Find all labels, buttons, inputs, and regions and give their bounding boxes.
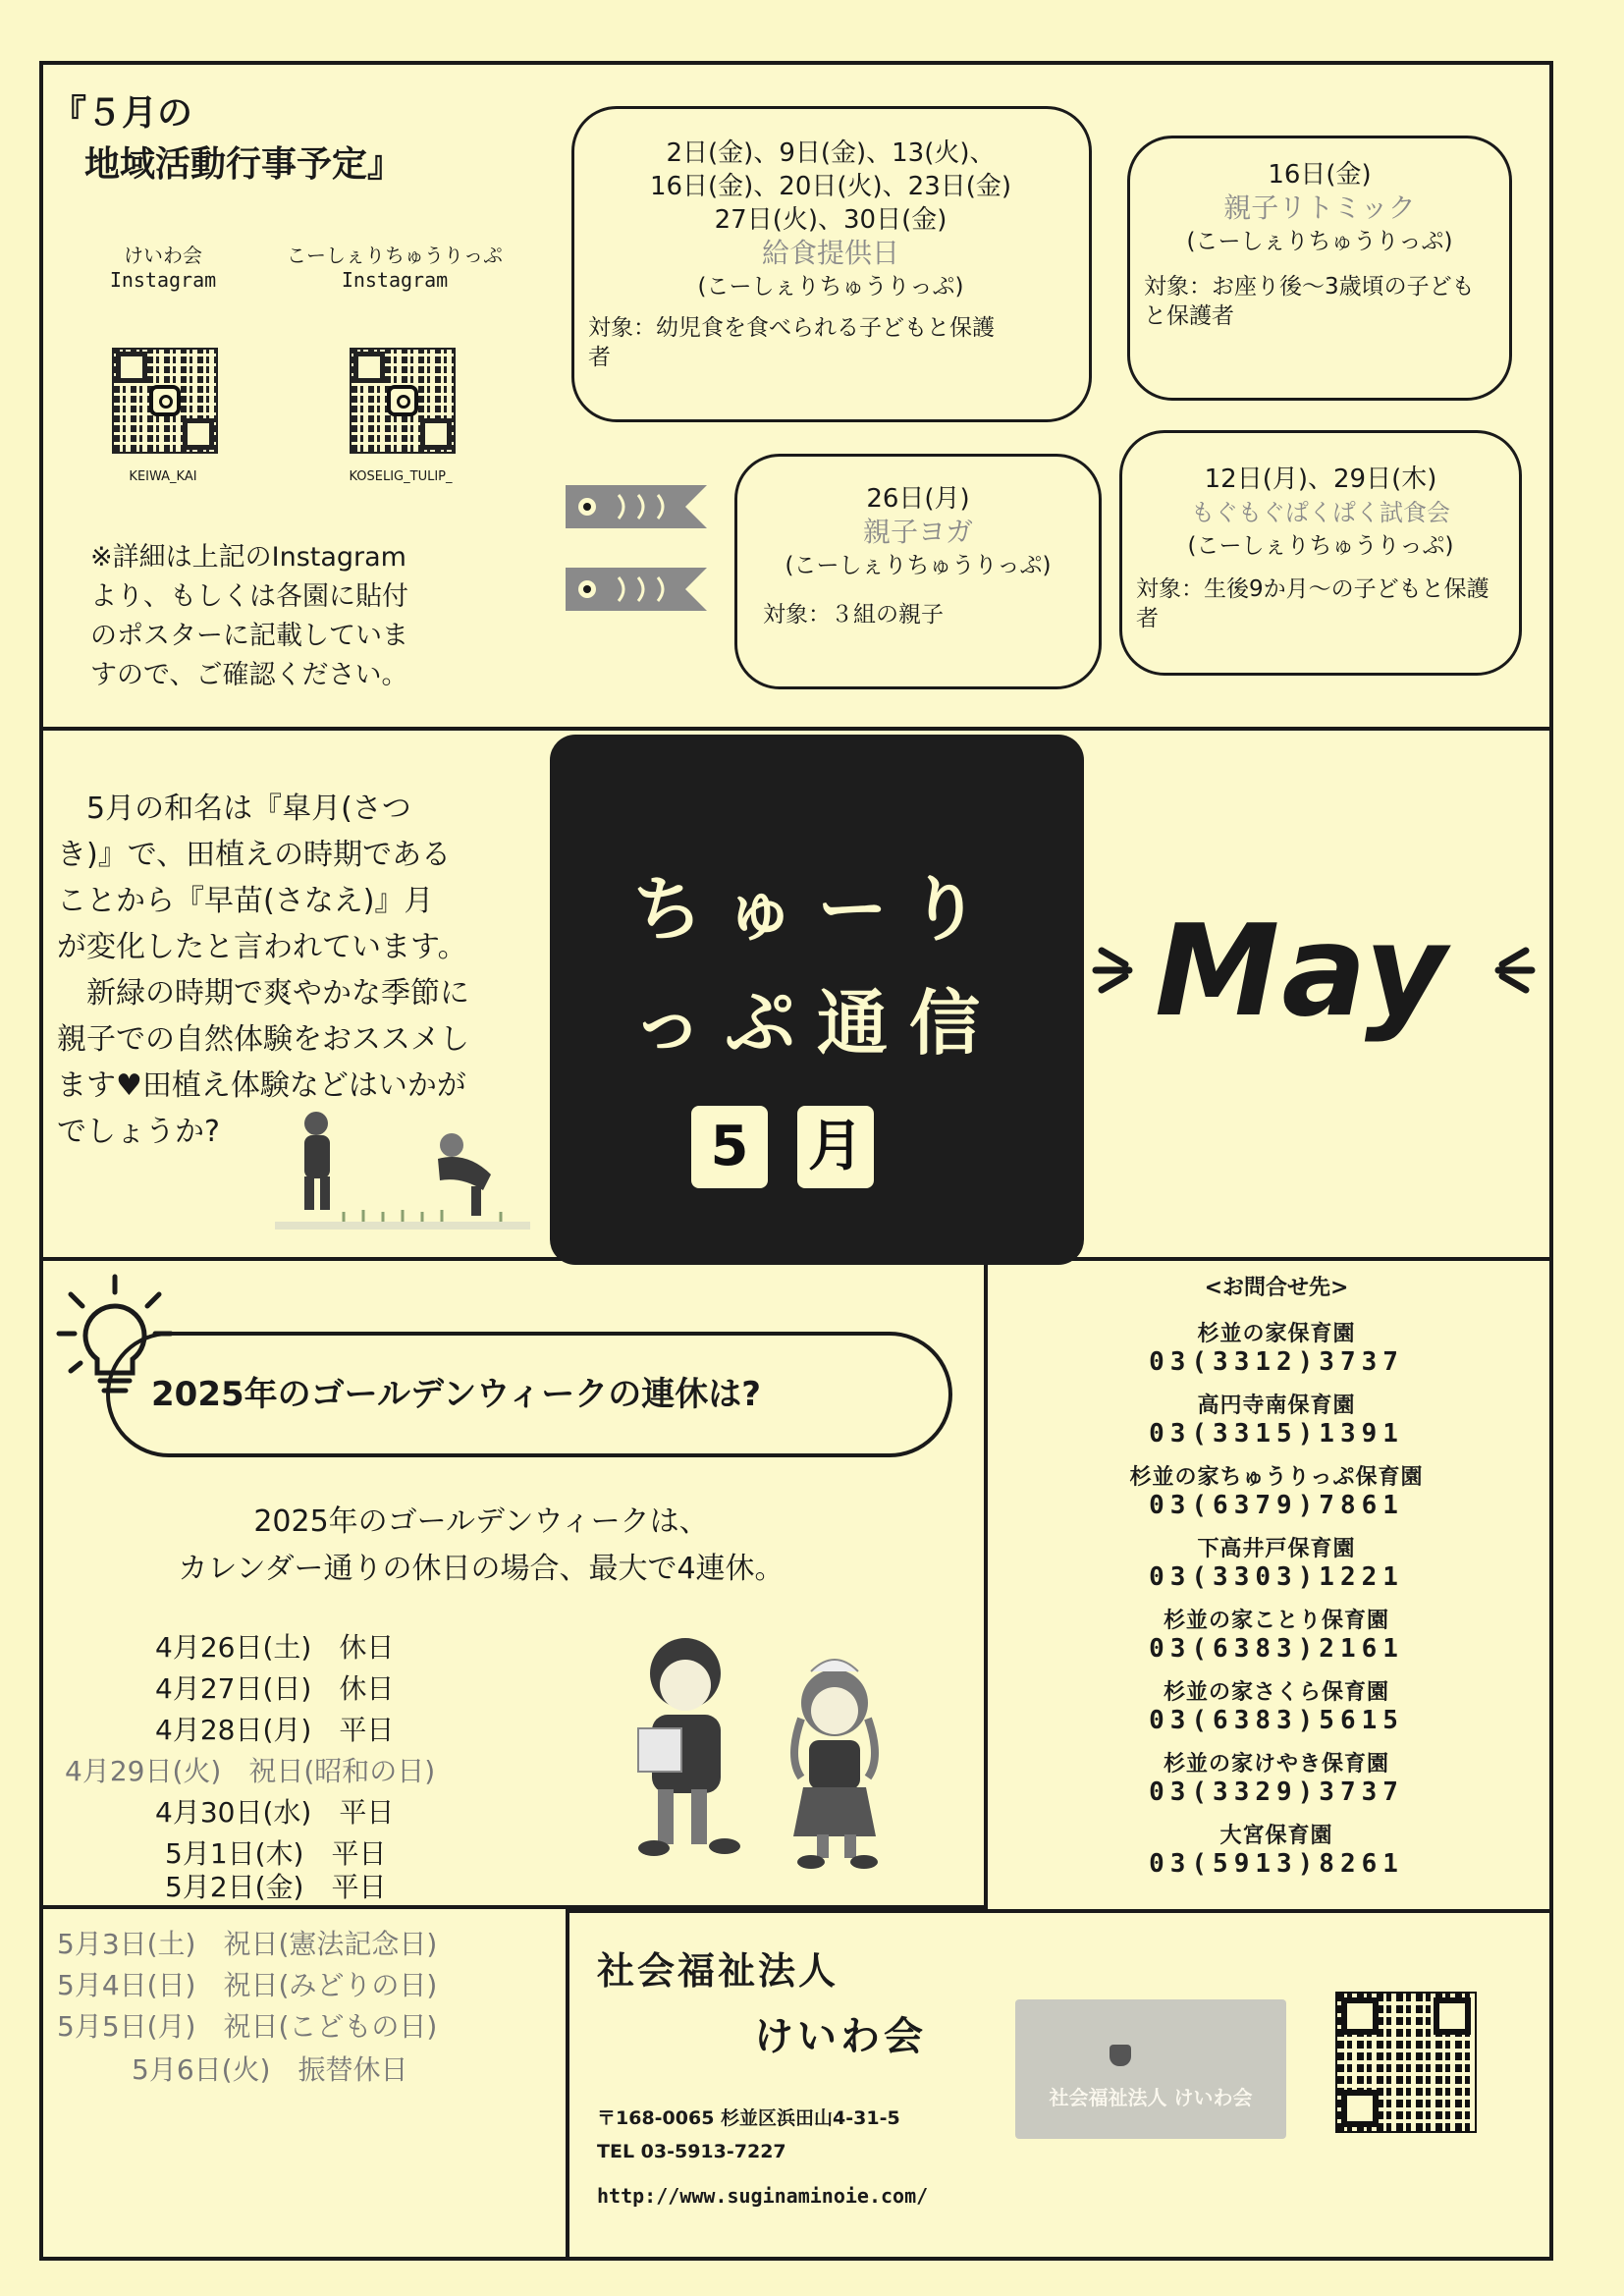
gw-day — [57, 1923, 437, 1962]
event-tasting — [1119, 430, 1522, 676]
farmer-icon — [304, 1112, 330, 1210]
event-rhythmic — [1127, 136, 1512, 401]
contact-item — [1021, 1532, 1532, 1604]
instagram-keiwa-sub: Instagram — [109, 268, 217, 292]
note-line: すので、ご確認ください。 — [90, 660, 408, 690]
instagram-icon — [387, 385, 418, 416]
contact-name: 大宮保育園 — [1219, 1824, 1333, 1848]
instagram-keiwa-qr[interactable] — [112, 348, 218, 454]
carp-icon — [566, 485, 707, 528]
contact-item — [1021, 1317, 1532, 1389]
contact-name: 杉並の家けやき保育園 — [1163, 1752, 1389, 1777]
satsuki-line: ことから『早苗(さなえ)』月 — [57, 884, 434, 918]
divider-events — [39, 727, 1553, 731]
events-title-line1: 『５月の — [51, 93, 193, 134]
farmer-icon — [438, 1133, 491, 1216]
gw-day — [155, 1626, 394, 1666]
divider-gw-bottom — [39, 1905, 988, 1909]
satsuki-line: 新緑の時期で爽やかな季節に — [86, 976, 469, 1011]
instagram-keiwa-label: けいわ会 — [124, 244, 202, 267]
event-venue: (こーしぇりちゅうりっぷ) — [785, 553, 1052, 578]
rice-planting-illustration — [275, 1106, 530, 1233]
instagram-koselig-label: こーしぇりちゅうりっぷ — [287, 244, 503, 267]
gw-day-type: 祝日(みどりの日) — [223, 1969, 438, 2001]
instagram-keiwa — [84, 240, 242, 292]
gw-day-type: 祝日(憲法記念日) — [223, 1928, 438, 1960]
event-lunch — [571, 106, 1092, 422]
divider-org-left — [566, 1909, 569, 2261]
gw-day-type: 休日 — [339, 1631, 395, 1664]
gw-day-date: 4月29日(火) — [65, 1755, 222, 1787]
instagram-keiwa-id: KEIWA_KAI — [129, 469, 197, 484]
gw-day-date: 5月1日(木) — [165, 1837, 304, 1870]
newsletter-title-line2: っぷ通信 — [631, 982, 1001, 1065]
gw-day — [132, 2049, 408, 2088]
gw-day — [57, 2005, 437, 2045]
satsuki-line: でしょうか? — [57, 1115, 220, 1149]
event-dates: 27日(火)、30日(金) — [714, 205, 947, 235]
events-title — [51, 88, 403, 191]
event-venue: (こーしぇりちゅうりっぷ) — [1186, 229, 1453, 254]
satsuki-line: 5月の和名は『皐月(さつ — [86, 792, 411, 826]
contacts-header: <お問合せ先> — [1204, 1276, 1349, 1300]
instagram-koselig-sub: Instagram — [341, 268, 449, 292]
event-target: 対象：生後9か月～の子どもと保護者 — [1136, 576, 1489, 631]
contact-tel[interactable]: 03(3315)1391 — [1149, 1419, 1404, 1449]
gw-day-date: 5月2日(金) — [165, 1871, 304, 1903]
org-type: 社会福祉法人 — [597, 1949, 839, 1993]
event-dates: 2日(金)、9日(金)、13(火)、 — [666, 138, 996, 168]
event-dates: 16日(金)、20日(火)、23日(金) — [649, 172, 1012, 201]
children-illustration — [609, 1620, 923, 1876]
contact-item — [1021, 1819, 1532, 1890]
contact-name: 杉並の家ちゅうりっぷ保育園 — [1129, 1465, 1424, 1490]
org-url[interactable]: http://www.suginaminoie.com/ — [597, 2184, 929, 2208]
month-digit-box: 5 — [691, 1106, 768, 1188]
event-yoga — [734, 454, 1102, 689]
month-char-box: 月 — [797, 1106, 874, 1188]
contact-tel[interactable]: 03(5913)8261 — [1149, 1849, 1404, 1879]
newsletter-title-box — [550, 735, 1084, 1265]
gw-intro-line1: 2025年のゴールデンウィークは、 — [253, 1504, 709, 1539]
events-title-line2: 地域活動行事予定』 — [84, 144, 404, 185]
gw-day — [57, 1964, 437, 2003]
contact-item — [1021, 1389, 1532, 1460]
org-name: けいわ会 — [754, 2014, 927, 2059]
instagram-koselig-qr[interactable] — [350, 348, 456, 454]
event-dates: 12日(月)、29日(木) — [1204, 465, 1437, 494]
gw-intro — [118, 1499, 844, 1593]
contact-tel[interactable]: 03(6379)7861 — [1149, 1491, 1404, 1520]
contact-name: 高円寺南保育園 — [1197, 1394, 1356, 1418]
contact-item — [1021, 1747, 1532, 1819]
gw-day-date: 5月3日(土) — [57, 1928, 196, 1960]
gw-day-type: 祝日(昭和の日) — [248, 1755, 436, 1787]
gw-day-date: 5月4日(日) — [57, 1969, 196, 2001]
satsuki-line: ます♥田植え体験などはいかが — [57, 1068, 466, 1103]
gw-day-type: 平日 — [339, 1796, 395, 1829]
contact-item — [1021, 1675, 1532, 1747]
newsletter-title-line1: ちゅーり — [631, 868, 1001, 951]
gw-day — [165, 1866, 387, 1905]
gw-day-date: 4月28日(月) — [155, 1714, 312, 1746]
event-dates: 16日(金) — [1268, 160, 1372, 190]
carp-icon — [566, 568, 707, 611]
gw-day — [65, 1750, 435, 1789]
tulip-icon — [1110, 2045, 1131, 2066]
contact-name: 杉並の家保育園 — [1197, 1322, 1356, 1346]
contact-name: 杉並の家さくら保育園 — [1163, 1680, 1389, 1705]
note-line: より、もしくは各園に貼付 — [90, 581, 408, 612]
contact-tel[interactable]: 03(3312)3737 — [1149, 1347, 1404, 1377]
may-sparkle-right — [1481, 943, 1540, 1002]
gw-day-type: 振替休日 — [298, 2053, 408, 2086]
note-line: ※詳細は上記のInstagram — [90, 542, 406, 573]
boy-icon — [638, 1638, 740, 1856]
instagram-note — [90, 538, 408, 695]
contact-tel[interactable]: 03(6383)5615 — [1149, 1706, 1404, 1735]
event-venue: (こーしぇりちゅうりっぷ) — [697, 274, 964, 300]
gw-day-date: 5月6日(火) — [132, 2053, 271, 2086]
gw-day — [155, 1791, 394, 1831]
gw-day-type: 祝日(こどもの日) — [223, 2010, 438, 2043]
org-tel[interactable]: TEL 03-5913-7227 — [597, 2141, 786, 2162]
gw-intro-line2: カレンダー通りの休日の場合、最大で4連休。 — [178, 1552, 785, 1586]
may-sparkle-left — [1088, 943, 1147, 1002]
satsuki-text — [57, 786, 538, 1155]
event-target: 対象：３組の親子 — [763, 602, 944, 628]
event-name: 親子リトミック — [1223, 191, 1416, 224]
contact-item — [1021, 1604, 1532, 1675]
event-name: 給食提供日 — [761, 237, 899, 269]
org-address: 〒168-0065 杉並区浜田山4-31-5 — [597, 2107, 900, 2129]
contact-tel[interactable]: 03(3329)3737 — [1149, 1777, 1404, 1807]
contact-item — [1021, 1460, 1532, 1532]
contact-name: 下高井戸保育園 — [1197, 1537, 1356, 1561]
event-target: 対象：お座り後～3歳頃の子どもと保護者 — [1144, 274, 1475, 329]
event-venue: (こーしぇりちゅうりっぷ) — [1187, 533, 1454, 559]
instagram-koselig-id: KOSELIG_TULIP_ — [349, 469, 453, 484]
contact-name: 杉並の家ことり保育園 — [1163, 1609, 1389, 1633]
gw-day-type: 平日 — [331, 1871, 387, 1903]
gw-day-type: 平日 — [331, 1837, 387, 1870]
girl-icon — [793, 1660, 878, 1869]
event-name: 親子ヨガ — [862, 516, 973, 548]
satsuki-line: が変化したと言われています。 — [57, 930, 467, 964]
sparkle-icon — [1088, 943, 1147, 1002]
satsuki-line: き)』で、田植えの時期である — [57, 838, 452, 872]
gw-day-type: 平日 — [339, 1714, 395, 1746]
contact-tel[interactable]: 03(3303)1221 — [1149, 1562, 1404, 1592]
satsuki-line: 親子での自然体験をおススメし — [57, 1022, 469, 1057]
gw-day-date: 4月27日(日) — [155, 1672, 312, 1705]
sparkle-icon — [1481, 943, 1540, 1002]
gw-heading: 2025年のゴールデンウィークの連休は? — [145, 1367, 767, 1415]
event-target: 対象：幼児食を食べられる子どもと保護者 — [588, 315, 995, 370]
divider-org-top — [566, 1909, 1553, 1913]
instagram-icon — [149, 385, 181, 416]
instagram-koselig — [257, 240, 532, 292]
contacts — [1021, 1271, 1532, 1890]
note-line: のポスターに記載していま — [90, 621, 408, 651]
english-month: May — [1155, 899, 1449, 1045]
org-logo — [1015, 1999, 1286, 2139]
divider-gw-contacts — [984, 1257, 988, 1905]
org-logo-text: 社会福祉法人 けいわ会 — [1049, 2086, 1253, 2109]
contact-tel[interactable]: 03(6383)2161 — [1149, 1634, 1404, 1664]
event-dates: 26日(月) — [866, 484, 970, 514]
gw-day-date: 5月5日(月) — [57, 2010, 196, 2043]
koinobori-illustration — [560, 477, 717, 654]
gw-day-date: 4月30日(水) — [155, 1796, 312, 1829]
gw-day-type: 休日 — [339, 1672, 395, 1705]
gw-day-date: 4月26日(土) — [155, 1631, 312, 1664]
gw-day — [155, 1667, 394, 1707]
gw-day — [155, 1709, 394, 1748]
event-name: もぐもぐぱくぱく試食会 — [1191, 499, 1450, 526]
website-qr-code[interactable] — [1335, 1992, 1477, 2133]
